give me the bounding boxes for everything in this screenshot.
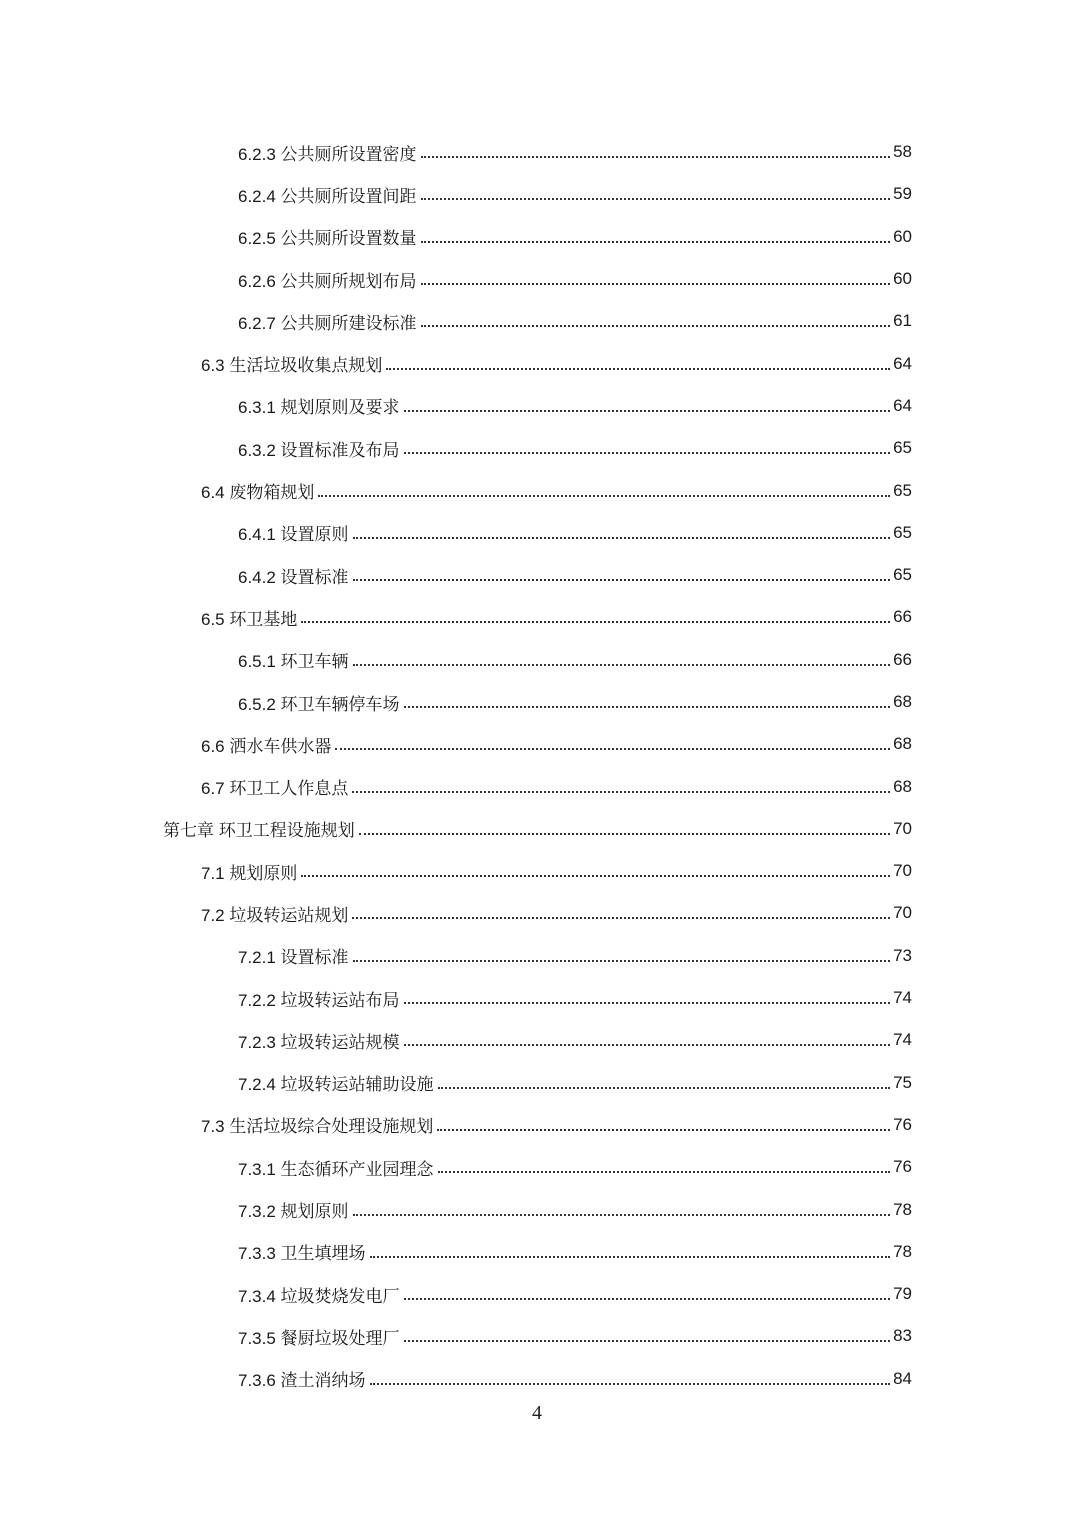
toc-entry-title: 6.5 环卫基地	[201, 609, 298, 629]
toc-entry-page: 73	[893, 945, 912, 965]
toc-entry[interactable]	[0, 639, 1074, 681]
toc-entry[interactable]	[0, 1358, 1074, 1400]
dot-leader	[370, 1256, 891, 1258]
dot-leader	[318, 495, 890, 497]
toc-entry-page: 65	[893, 480, 912, 500]
dot-leader	[404, 706, 891, 708]
toc-entry-page: 64	[893, 395, 912, 415]
dot-leader	[353, 579, 891, 581]
toc-entry-title: 6.2.6 公共厕所规划布局	[238, 271, 417, 291]
toc-entry-page: 60	[893, 269, 912, 289]
toc-entry-title: 7.3.4 垃圾焚烧发电厂	[238, 1286, 400, 1306]
toc-entry[interactable]	[0, 850, 1074, 892]
toc-entry[interactable]	[0, 1231, 1074, 1273]
toc-entry-title: 7.2.2 垃圾转运站布局	[238, 990, 400, 1010]
toc-entry-title: 6.2.4 公共厕所设置间距	[238, 186, 417, 206]
toc-entry[interactable]	[0, 469, 1074, 511]
toc-entry[interactable]	[0, 258, 1074, 300]
toc-entry-page: 76	[893, 1114, 912, 1134]
dot-leader	[353, 664, 891, 666]
toc-entry-page: 64	[893, 353, 912, 373]
toc-entry[interactable]	[0, 808, 1074, 850]
toc-entry-page: 68	[893, 734, 912, 754]
toc-entry-page: 83	[893, 1326, 912, 1346]
toc-entry-title: 7.3.2 规划原则	[238, 1202, 349, 1222]
toc-entry-page: 65	[893, 565, 912, 585]
toc-entry[interactable]	[0, 765, 1074, 807]
toc-entry[interactable]	[0, 1019, 1074, 1061]
toc-entry-title: 6.2.7 公共厕所建设标准	[238, 313, 417, 333]
dot-leader	[421, 283, 891, 285]
toc-entry[interactable]	[0, 1315, 1074, 1357]
toc-entry[interactable]	[0, 1062, 1074, 1104]
toc-entry-page: 75	[893, 1072, 912, 1092]
toc-entry-title: 7.3.5 餐厨垃圾处理厂	[238, 1328, 400, 1348]
toc-entry-title: 7.2.3 垃圾转运站规模	[238, 1032, 400, 1052]
toc-entry-page: 78	[893, 1199, 912, 1219]
toc-entry-title: 6.3.2 设置标准及布局	[238, 440, 400, 460]
toc-entry-title: 6.7 环卫工人作息点	[201, 779, 349, 799]
toc-entry[interactable]	[0, 300, 1074, 342]
toc-entry[interactable]	[0, 723, 1074, 765]
dot-leader	[386, 368, 890, 370]
toc-entry[interactable]	[0, 1146, 1074, 1188]
dot-leader	[404, 452, 891, 454]
table-of-contents	[0, 131, 1074, 1400]
dot-leader	[438, 1087, 891, 1089]
toc-entry-page: 74	[893, 988, 912, 1008]
dot-leader	[335, 748, 890, 750]
toc-entry-page: 58	[893, 142, 912, 162]
toc-entry-page: 65	[893, 438, 912, 458]
toc-entry-title: 6.2.3 公共厕所设置密度	[238, 144, 417, 164]
dot-leader	[301, 875, 890, 877]
toc-entry-page: 60	[893, 226, 912, 246]
toc-entry-title: 7.2.4 垃圾转运站辅助设施	[238, 1075, 434, 1095]
dot-leader	[421, 241, 891, 243]
toc-entry-title: 6.2.5 公共厕所设置数量	[238, 229, 417, 249]
toc-entry-title: 6.3.1 规划原则及要求	[238, 398, 400, 418]
toc-entry-page: 68	[893, 776, 912, 796]
toc-entry-title: 6.5.1 环卫车辆	[238, 652, 349, 672]
dot-leader	[353, 960, 891, 962]
toc-entry-title: 7.3 生活垃圾综合处理设施规划	[201, 1117, 434, 1137]
toc-entry[interactable]	[0, 596, 1074, 638]
dot-leader	[370, 1383, 891, 1385]
toc-entry-title: 6.4.2 设置标准	[238, 567, 349, 587]
dot-leader	[352, 917, 890, 919]
toc-entry[interactable]	[0, 385, 1074, 427]
toc-entry[interactable]	[0, 554, 1074, 596]
dot-leader	[438, 1171, 891, 1173]
toc-entry[interactable]	[0, 1273, 1074, 1315]
dot-leader	[404, 1298, 891, 1300]
toc-entry-page: 65	[893, 522, 912, 542]
toc-entry-page: 61	[893, 311, 912, 331]
toc-entry-page: 68	[893, 692, 912, 711]
toc-entry[interactable]	[0, 681, 1074, 723]
toc-entry[interactable]	[0, 173, 1074, 215]
dot-leader	[353, 537, 891, 539]
toc-entry-title: 7.3.1 生态循环产业园理念	[238, 1159, 434, 1179]
dot-leader	[353, 1214, 891, 1216]
dot-leader	[404, 1044, 891, 1046]
toc-entry-page: 78	[893, 1241, 912, 1261]
toc-entry-title: 6.3 生活垃圾收集点规划	[201, 356, 383, 376]
toc-entry-title: 7.3.6 渣土消纳场	[238, 1371, 366, 1391]
toc-entry-title: 6.5.2 环卫车辆停车场	[238, 694, 400, 714]
toc-entry-title: 第七章 环卫工程设施规划	[163, 821, 355, 841]
toc-entry[interactable]	[0, 935, 1074, 977]
dot-leader	[421, 156, 891, 158]
toc-entry-title: 7.2.1 设置标准	[238, 948, 349, 968]
dot-leader	[404, 1002, 891, 1004]
dot-leader	[352, 791, 890, 793]
page-number: 4	[532, 1402, 542, 1424]
toc-entry-page: 84	[893, 1368, 912, 1388]
toc-entry-page: 70	[893, 861, 912, 881]
toc-entry-page: 70	[893, 903, 912, 923]
toc-entry-page: 70	[893, 818, 912, 838]
toc-entry-title: 7.2 垃圾转运站规划	[201, 905, 349, 925]
dot-leader	[437, 1129, 890, 1131]
dot-leader	[404, 1340, 891, 1342]
dot-leader	[404, 410, 891, 412]
toc-entry-title: 6.6 洒水车供水器	[201, 736, 332, 756]
dot-leader	[359, 833, 890, 835]
toc-entry[interactable]	[0, 512, 1074, 554]
toc-entry-page: 76	[893, 1157, 912, 1177]
toc-entry-title: 7.1 规划原则	[201, 863, 298, 883]
dot-leader	[421, 198, 891, 200]
toc-entry-title: 6.4.1 设置原则	[238, 525, 349, 545]
toc-entry[interactable]	[0, 1188, 1074, 1230]
toc-entry-page: 59	[893, 184, 912, 204]
dot-leader	[301, 621, 890, 623]
toc-entry[interactable]	[0, 892, 1074, 934]
dot-leader	[421, 325, 891, 327]
toc-entry[interactable]	[0, 1104, 1074, 1146]
toc-entry[interactable]	[0, 427, 1074, 469]
toc-entry-title: 7.3.3 卫生填埋场	[238, 1244, 366, 1264]
toc-entry[interactable]	[0, 342, 1074, 384]
toc-entry-page: 66	[893, 607, 912, 627]
toc-entry[interactable]	[0, 977, 1074, 1019]
toc-entry[interactable]	[0, 131, 1074, 173]
toc-entry[interactable]	[0, 216, 1074, 258]
toc-entry-page: 79	[893, 1284, 912, 1304]
toc-entry-page: 66	[893, 649, 912, 669]
toc-entry-title: 6.4 废物箱规划	[201, 483, 315, 503]
toc-entry-page: 74	[893, 1030, 912, 1050]
